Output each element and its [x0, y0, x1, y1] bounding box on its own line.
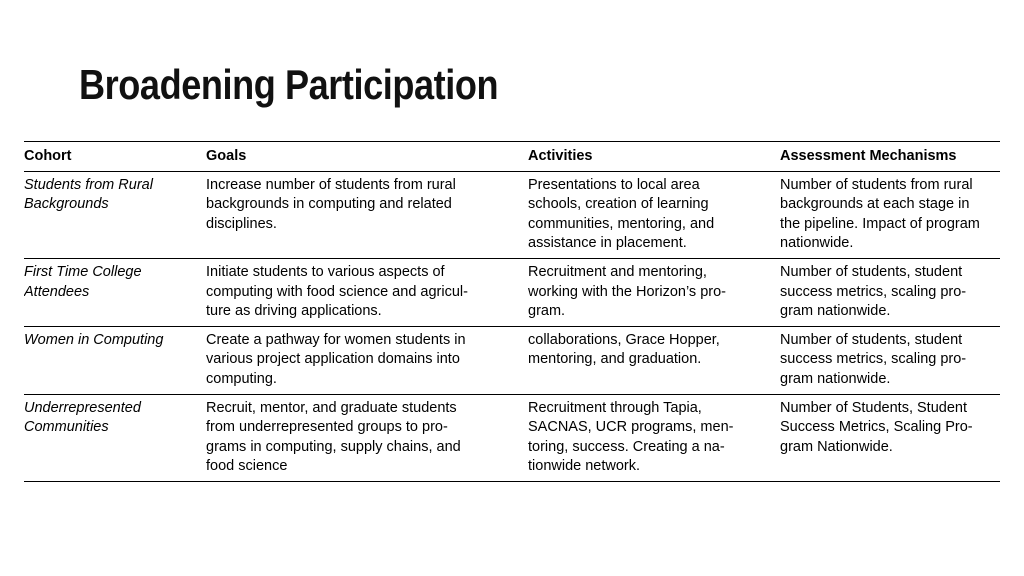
- assessment-cell-line: success metrics, scaling pro-: [780, 351, 967, 368]
- goals-cell-line: backgrounds in computing and related: [206, 196, 452, 213]
- activities-cell-line: communities, mentoring, and: [528, 215, 715, 232]
- activities-cell-line: tionwide network.: [528, 458, 641, 475]
- table-header-row: [24, 142, 1000, 172]
- activities-cell: [528, 171, 780, 258]
- cohort-cell-line: Communities: [24, 419, 109, 436]
- assessment-cell-line: the pipeline. Impact of program: [780, 215, 980, 232]
- cohort-cell-line: First Time College: [24, 263, 142, 280]
- goals-cell-line: from underrepresented groups to pro-: [206, 419, 448, 436]
- header-activities: Activities: [528, 148, 593, 164]
- cohort-cell-line: Attendees: [24, 283, 90, 300]
- assessment-cell: [780, 394, 1000, 481]
- assessment-cell-line: Success Metrics, Scaling Pro-: [780, 419, 973, 436]
- goals-cell-line: computing.: [206, 370, 277, 387]
- header-goals: Goals: [206, 148, 247, 164]
- table-row: [24, 258, 1000, 326]
- table-row: [24, 394, 1000, 481]
- activities-cell-line: Recruitment through Tapia,: [528, 399, 702, 416]
- cohort-cell: [24, 394, 206, 481]
- activities-cell-line: assistance in placement.: [528, 235, 687, 252]
- cohort-cell-line: Backgrounds: [24, 196, 109, 213]
- assessment-cell-line: Number of students, student: [780, 331, 963, 348]
- assessment-cell-line: Number of Students, Student: [780, 399, 967, 416]
- assessment-cell-line: gram nationwide.: [780, 303, 891, 320]
- assessment-cell-line: gram Nationwide.: [780, 438, 893, 455]
- activities-cell-line: working with the Horizon’s pro-: [528, 283, 726, 300]
- goals-cell-line: Create a pathway for women students in: [206, 331, 466, 348]
- header-cohort: Cohort: [24, 148, 72, 164]
- goals-cell: [206, 394, 528, 481]
- cohort-cell: [24, 171, 206, 258]
- goals-cell-line: grams in computing, supply chains, and: [206, 438, 461, 455]
- goals-cell-line: various project application domains into: [206, 351, 460, 368]
- assessment-cell-line: backgrounds at each stage in: [780, 196, 970, 213]
- table-row: [24, 326, 1000, 394]
- activities-cell-line: SACNAS, UCR programs, men-: [528, 419, 734, 436]
- goals-cell: [206, 171, 528, 258]
- goals-cell-line: computing with food science and agricul-: [206, 283, 468, 300]
- goals-cell-line: Increase number of students from rural: [206, 176, 456, 193]
- goals-cell: [206, 326, 528, 394]
- assessment-cell-line: success metrics, scaling pro-: [780, 283, 967, 300]
- activities-cell-line: collaborations, Grace Hopper,: [528, 331, 720, 348]
- assessment-cell: [780, 258, 1000, 326]
- activities-cell-line: Presentations to local area: [528, 176, 700, 193]
- participation-table-container: [24, 141, 1000, 482]
- participation-table: [24, 141, 1000, 482]
- activities-cell-line: schools, creation of learning: [528, 196, 709, 213]
- activities-cell-line: mentoring, and graduation.: [528, 351, 702, 368]
- cohort-cell-line: Students from Rural: [24, 176, 153, 193]
- cohort-cell: [24, 326, 206, 394]
- activities-cell-line: gram.: [528, 303, 566, 320]
- assessment-cell-line: Number of students, student: [780, 263, 963, 280]
- cohort-cell-line: Underrepresented: [24, 399, 141, 416]
- goals-cell-line: Recruit, mentor, and graduate students: [206, 399, 457, 416]
- goals-cell-line: disciplines.: [206, 215, 277, 232]
- assessment-cell: [780, 171, 1000, 258]
- slide-title: Broadening Participation: [79, 61, 499, 108]
- table-row: [24, 171, 1000, 258]
- cohort-cell: [24, 258, 206, 326]
- header-assessment: Assessment Mechanisms: [780, 148, 957, 164]
- assessment-cell: [780, 326, 1000, 394]
- goals-cell-line: food science: [206, 458, 288, 475]
- goals-cell: [206, 258, 528, 326]
- table-body: [24, 171, 1000, 481]
- assessment-cell-line: gram nationwide.: [780, 370, 891, 387]
- assessment-cell-line: nationwide.: [780, 235, 854, 252]
- assessment-cell-line: Number of students from rural: [780, 176, 973, 193]
- activities-cell: [528, 326, 780, 394]
- goals-cell-line: Initiate students to various aspects of: [206, 263, 445, 280]
- activities-cell: [528, 394, 780, 481]
- goals-cell-line: ture as driving applications.: [206, 303, 382, 320]
- activities-cell: [528, 258, 780, 326]
- activities-cell-line: Recruitment and mentoring,: [528, 263, 707, 280]
- activities-cell-line: toring, success. Creating a na-: [528, 438, 725, 455]
- cohort-cell-line: Women in Computing: [24, 331, 164, 348]
